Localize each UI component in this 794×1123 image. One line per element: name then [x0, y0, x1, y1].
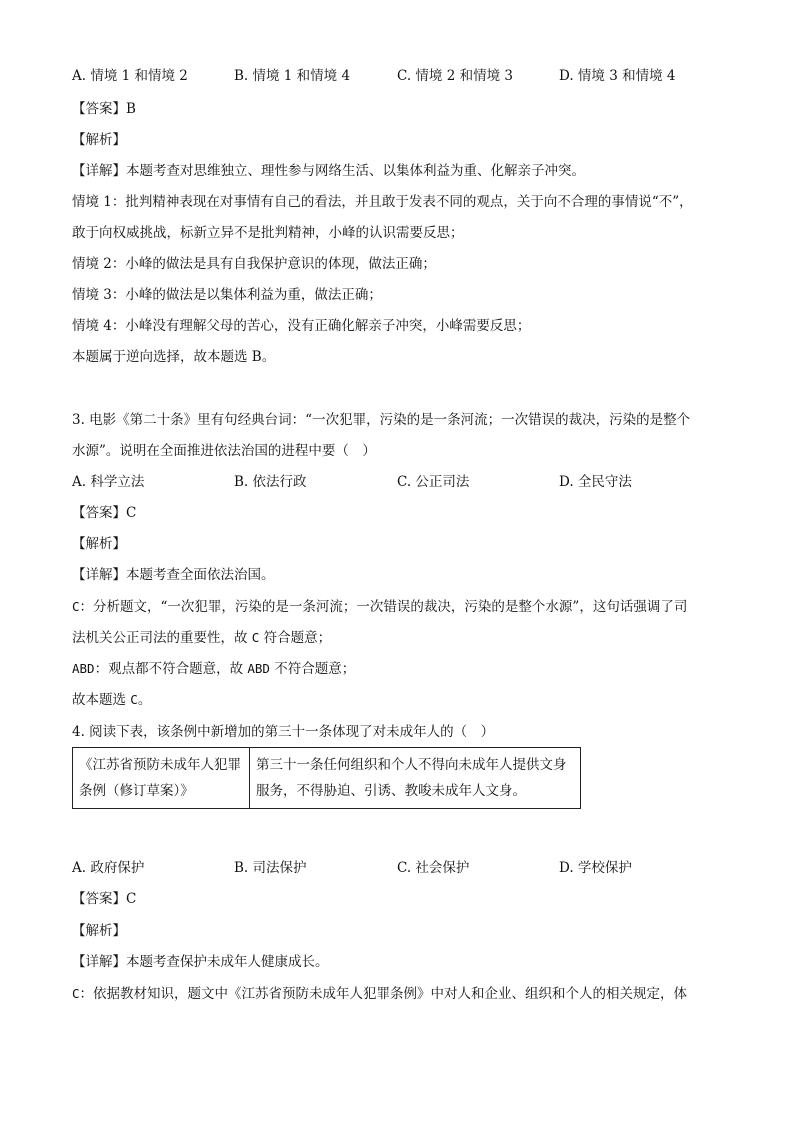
- q2-conclusion: 本题属于逆向选择，故本题选 B。: [72, 349, 276, 365]
- q4-stem: 4. 阅读下表，该条例中新增加的第三十一条体现了对未成年人的（ ）: [72, 724, 495, 740]
- q2-option-d: D. 情境 3 和情境 4: [559, 68, 676, 84]
- q3-option-a: A. 科学立法: [72, 474, 145, 490]
- q3-conclusion-text-c: 。: [137, 692, 152, 708]
- q3-c2-label: C: [251, 630, 260, 645]
- q4-option-c: C. 社会保护: [397, 860, 470, 876]
- q4-table-left-cell: 《江苏省预防未成年人犯罪条例（修订草案）》: [73, 748, 250, 809]
- q4-answer: 【答案】C: [72, 891, 137, 907]
- q2-options: [72, 66, 722, 86]
- q4-detail: 【详解】本题考查保护未成年人健康成长。: [72, 954, 329, 970]
- q3-analysis-c-line-1: [72, 597, 687, 617]
- q4-analysis-c-line-1: [72, 984, 687, 1004]
- q3-analysis-abd: [72, 659, 355, 679]
- q2-situation-1-line-1: 情境 1：批判精神表现在对事情有自己的看法，并且敢于发表不同的观点，关于向不合理的事情说“不”，: [72, 194, 693, 210]
- q3-analysis-c-line-2: [72, 628, 331, 648]
- q2-answer: 【答案】B: [72, 101, 136, 117]
- q4-table-right-cell: 第三十一条任何组织和个人不得向未成年人提供文身服务，不得胁迫、引诱、教唆未成年人文身。: [250, 748, 581, 809]
- q3-abd-text-a: ：观点都不符合题意，故: [94, 661, 248, 677]
- q2-analysis-label: 【解析】: [72, 132, 126, 148]
- q2-situation-2: 情境 2：小峰的做法是具有自我保护意识的体现，做法正确；: [72, 256, 436, 272]
- q4-options: [72, 858, 722, 878]
- q3-abd-label-2: ABD: [247, 661, 270, 676]
- q3-options: [72, 472, 722, 492]
- q3-conclusion-text-a: 故本题选: [72, 692, 131, 708]
- q3-abd-text-c: 不符合题意；: [269, 661, 356, 677]
- q2-option-c: C. 情境 2 和情境 3: [397, 68, 513, 84]
- q4-option-d: D. 学校保护: [559, 860, 632, 876]
- q4-table: [72, 747, 581, 809]
- q2-situation-3: 情境 3：小峰的做法是以集体利益为重，做法正确；: [72, 287, 382, 303]
- q4-c-text: ：依据教材知识，题文中《江苏省预防未成年人犯罪条例》中对人和企业、组织和个人的相关规定，体: [79, 986, 688, 1002]
- q3-option-c: C. 公正司法: [397, 474, 470, 490]
- q3-stem-line-1: 3. 电影《第二十条》里有句经典台词：“一次犯罪，污染的是一条河流；一次错误的裁决，污染的是整个: [72, 412, 691, 428]
- q3-c-label: C: [72, 599, 80, 614]
- q3-c-text: ：分析题文，“一次犯罪，污染的是一条河流；一次错误的裁决，污染的是整个水源”，这句话强调了司: [79, 599, 688, 615]
- q3-stem-line-2: 水源”。说明在全面推进依法治国的进程中要（ ）: [72, 443, 376, 459]
- q4-option-a: A. 政府保护: [72, 860, 145, 876]
- q3-abd-label: ABD: [72, 661, 95, 676]
- q3-option-d: D. 全民守法: [559, 474, 632, 490]
- q3-c2-text-c: 符合题意；: [259, 630, 332, 646]
- q2-situation-1-line-2: 敢于向权威挑战，标新立异不是批判精神，小峰的认识需要反思；: [72, 225, 464, 241]
- q4-c-label: C: [72, 986, 80, 1001]
- q4-analysis-label: 【解析】: [72, 923, 126, 939]
- q2-detail: 【详解】本题考查对思维独立、理性参与网络生活、以集体利益为重、化解亲子冲突。: [72, 163, 585, 179]
- q2-option-b: B. 情境 1 和情境 4: [234, 68, 351, 84]
- table-row: [73, 748, 581, 809]
- q3-analysis-label: 【解析】: [72, 536, 126, 552]
- q2-situation-4: 情境 4：小峰没有理解父母的苦心，没有正确化解亲子冲突，小峰需要反思；: [72, 318, 531, 334]
- q3-option-b: B. 依法行政: [234, 474, 307, 490]
- q3-conclusion: [72, 690, 151, 710]
- q3-detail: 【详解】本题考查全面依法治国。: [72, 567, 275, 583]
- q4-option-b: B. 司法保护: [234, 860, 307, 876]
- q3-c2-text-a: 法机关公正司法的重要性，故: [72, 630, 252, 646]
- q3-conclusion-label: C: [130, 692, 138, 707]
- q3-answer: 【答案】C: [72, 505, 137, 521]
- q2-option-a: A. 情境 1 和情境 2: [72, 68, 188, 84]
